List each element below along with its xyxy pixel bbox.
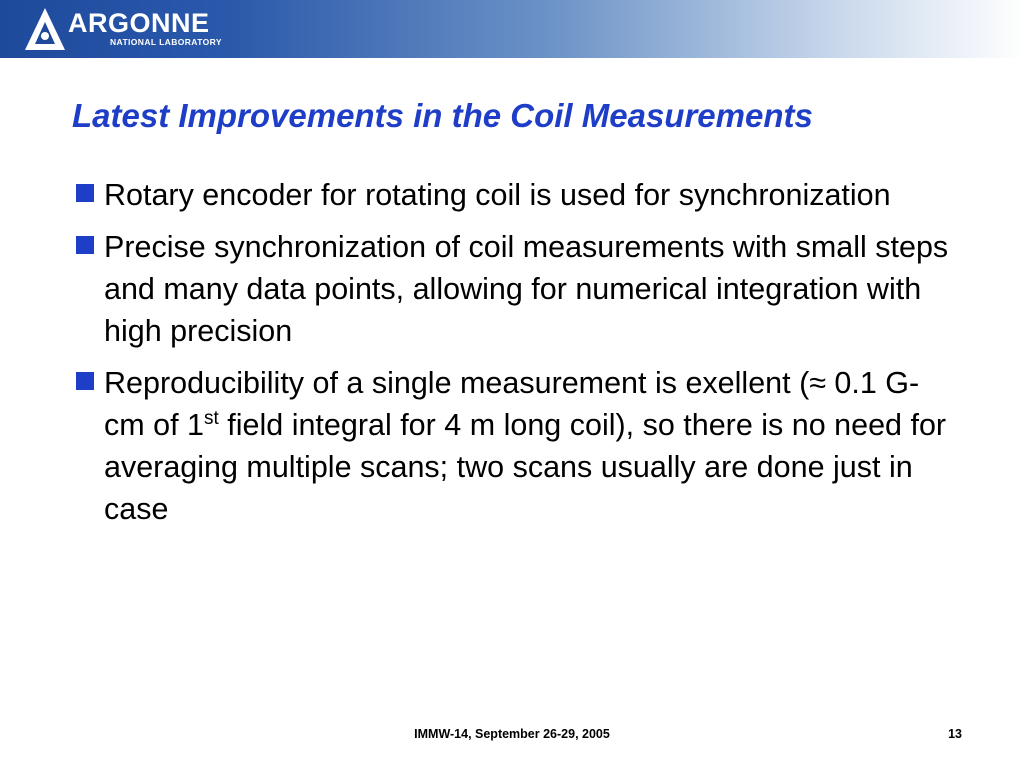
bullet-text: Precise synchronization of coil measurements with small steps and many data points, allowing for numerical integration with high precision	[104, 230, 949, 348]
argonne-a-mark-icon	[24, 6, 66, 52]
page-number: 13	[948, 727, 962, 741]
bullet-text-part: Reproducibility of a single measurement is exellent (≈ 0.1 G-cm of 1	[104, 366, 920, 442]
bullet-item	[76, 174, 956, 216]
argonne-logo	[24, 6, 224, 52]
bullet-item	[76, 226, 956, 352]
bullet-text-part: field integral for 4 m long coil), so there is no need for averaging multiple scans; two scans usually are done just in case	[104, 408, 947, 526]
bullet-text: Rotary encoder for rotating coil is used for synchronization	[104, 178, 891, 212]
footer-event: IMMW-14, September 26-29, 2005	[414, 727, 610, 741]
bullet-text	[104, 362, 956, 530]
header-band	[0, 0, 1024, 58]
logo-subtitle: NATIONAL LABORATORY	[110, 37, 222, 47]
logo-wordmark: ARGONNE	[68, 8, 210, 38]
bullet-item	[76, 362, 956, 530]
square-bullet-icon	[76, 372, 94, 390]
bullet-list	[76, 174, 956, 540]
slide-title: Latest Improvements in the Coil Measurements	[72, 97, 813, 134]
square-bullet-icon	[76, 184, 94, 202]
ordinal-superscript: st	[204, 408, 219, 429]
square-bullet-icon	[76, 236, 94, 254]
